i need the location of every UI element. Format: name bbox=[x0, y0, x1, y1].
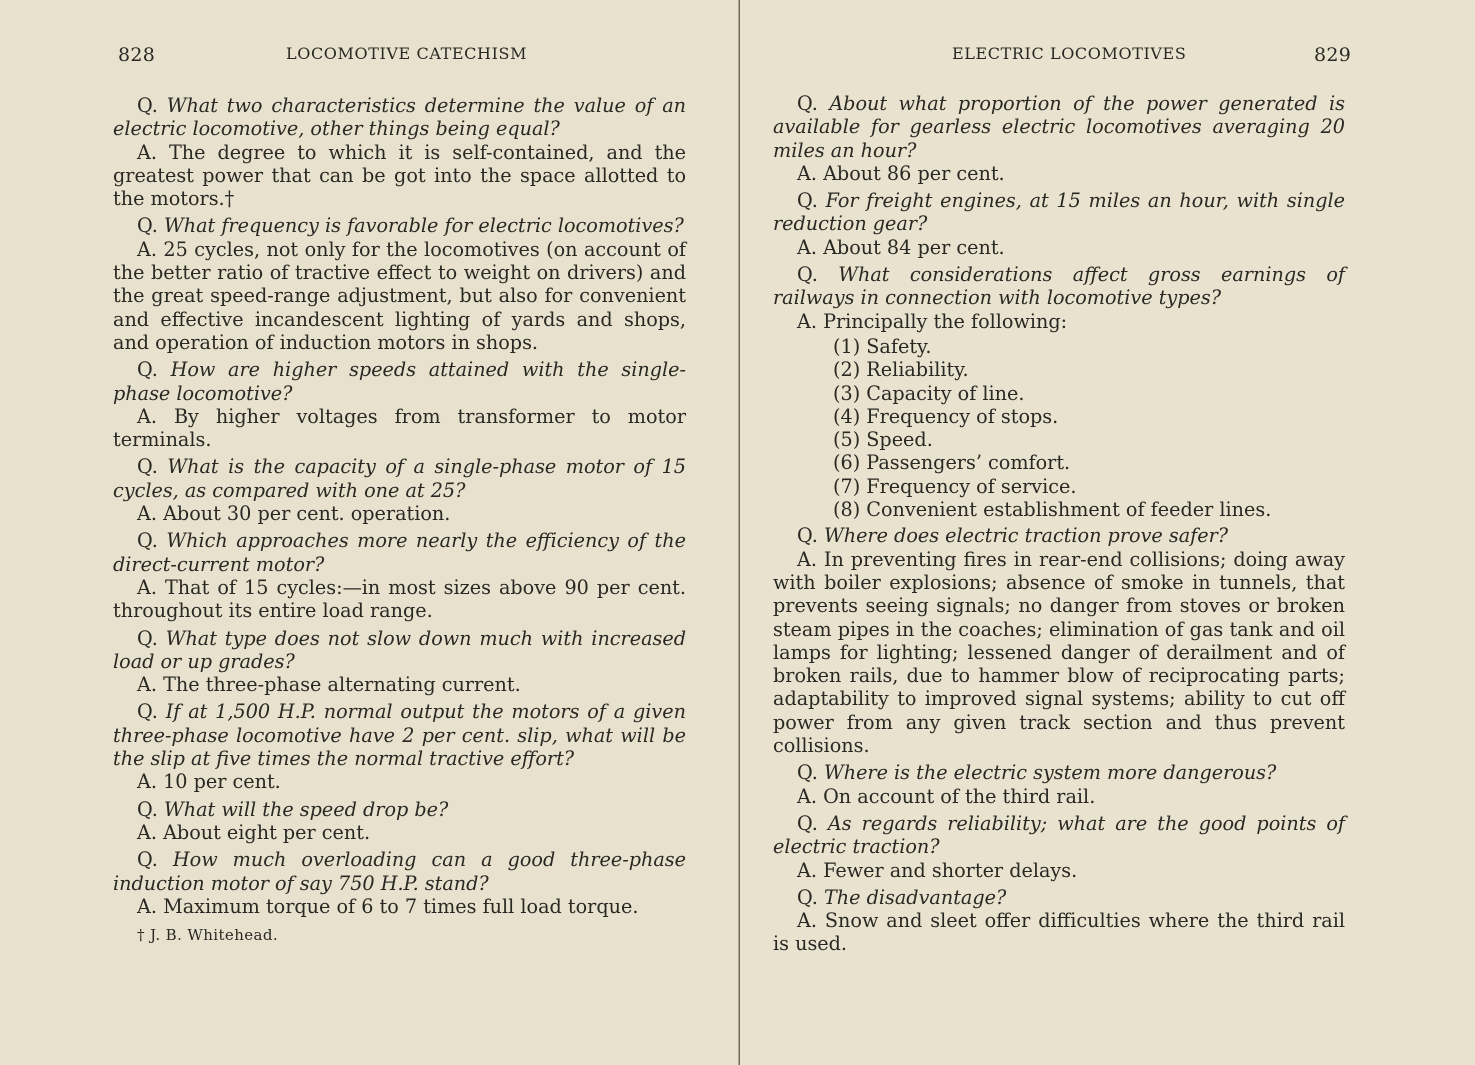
question: Q. If at 1,500 H.P. normal output the motors of a given three-phase locomotive have 2 per cent. slip, what will be the slip at five times the normal tractive effort? bbox=[113, 700, 686, 771]
answer: A. About 84 per cent. bbox=[797, 235, 1005, 259]
answer: A. Fewer and shorter delays. bbox=[797, 858, 1078, 882]
right-page-body bbox=[773, 92, 1345, 960]
list-item: (6) Passengers’ comfort. bbox=[833, 451, 1071, 475]
answer: A. Principally the following: bbox=[797, 309, 1068, 333]
question: Q. Which approaches more nearly the efficiency of the direct-current motor? bbox=[113, 529, 686, 576]
left-page-header bbox=[0, 44, 740, 70]
list-item: (1) Safety. bbox=[833, 334, 932, 358]
list-item: (8) Convenient establishment of feeder lines. bbox=[833, 498, 1272, 522]
question: Q. About what proportion of the power generated is available for gearless electric locomotives averaging 20 miles an hour? bbox=[773, 92, 1345, 162]
answer: A. About 86 per cent. bbox=[797, 161, 1005, 185]
answer: A. About eight per cent. bbox=[137, 820, 371, 844]
question: Q. Where is the electric system more dangerous? bbox=[797, 761, 1277, 785]
footnote: † J. B. Whitehead. bbox=[137, 926, 279, 945]
right-page-header bbox=[740, 44, 1475, 70]
question: Q. For freight engines, at 15 miles an hour, with single reduction gear? bbox=[773, 189, 1345, 236]
list-item: (2) Reliability. bbox=[833, 358, 969, 382]
page-number: 828 bbox=[118, 44, 156, 66]
answer: A. 25 cycles, not only for the locomotives (on account of the better ratio of tractive effect to weight on drivers) and the great speed-range adjustment, but also for convenient and effective incandescent lighting of yards and shops, and operation of induction motors in shops. bbox=[113, 237, 686, 354]
list-item: (3) Capacity of line. bbox=[833, 381, 1025, 405]
answer: A. The three-phase alternating current. bbox=[137, 673, 521, 697]
question: Q. What will the speed drop be? bbox=[137, 797, 449, 821]
question: Q. What two characteristics determine the value of an electric locomotive, other things being equal? bbox=[113, 94, 686, 141]
answer: A. On account of the third rail. bbox=[797, 784, 1096, 808]
question: Q. As regards reliability; what are the good points of electric traction? bbox=[773, 811, 1345, 859]
list-item: (4) Frequency of stops. bbox=[833, 404, 1059, 428]
question: Q. Where does electric traction prove safer? bbox=[797, 524, 1229, 548]
list-item: (5) Speed. bbox=[833, 428, 933, 452]
question: Q. What type does not slow down much with increased load or up grades? bbox=[113, 626, 686, 673]
answer: A. By higher voltages from transformer to motor terminals. bbox=[113, 404, 686, 452]
answer: A. 10 per cent. bbox=[137, 770, 281, 794]
question: Q. What is the capacity of a single-phase motor of 15 cycles, as compared with one at 25? bbox=[113, 455, 686, 502]
question: Q. The disadvantage? bbox=[797, 885, 1007, 909]
page-number: 829 bbox=[1314, 44, 1352, 66]
running-head: ELECTRIC LOCOMOTIVES bbox=[952, 44, 1187, 63]
answer: A. The degree to which it is self-contained, and the greatest power that can be got into the space allotted to the motors.† bbox=[113, 140, 686, 211]
left-page-body bbox=[113, 94, 686, 947]
answer: A. Maximum torque of 6 to 7 times full load torque. bbox=[137, 894, 639, 918]
answer: A. About 30 per cent. operation. bbox=[137, 502, 451, 526]
question: Q. How are higher speeds attained with the single-phase locomotive? bbox=[113, 358, 686, 405]
list-item: (7) Frequency of service. bbox=[833, 474, 1077, 498]
answer: A. In preventing fires in rear-end collisions; doing away with boiler explosions; absence of smoke in tunnels, that prevents seeing signals; no danger from stoves or broken steam pipes in the coaches; elimination of gas tank and oil lamps for lighting; lessened danger of derailment and of broken rails, due to hammer blow of reciprocating parts; adaptability to improved signal systems; ability to cut off power from any given track section and thus prevent collisions. bbox=[773, 547, 1345, 758]
right-page bbox=[740, 0, 1475, 1065]
question: Q. How much overloading can a good three-phase induction motor of say 750 H.P. stand? bbox=[113, 848, 686, 895]
question: Q. What considerations affect gross earnings of railways in connection with locomotive types? bbox=[773, 263, 1345, 310]
answer: A. Snow and sleet offer difficulties where the third rail is used. bbox=[773, 909, 1345, 956]
question: Q. What frequency is favorable for electric locomotives? bbox=[137, 214, 684, 238]
running-head: LOCOMOTIVE CATECHISM bbox=[286, 44, 528, 63]
answer: A. That of 15 cycles:—in most sizes above 90 per cent. throughout its entire load range. bbox=[113, 575, 686, 623]
considerations-list bbox=[773, 335, 1345, 521]
